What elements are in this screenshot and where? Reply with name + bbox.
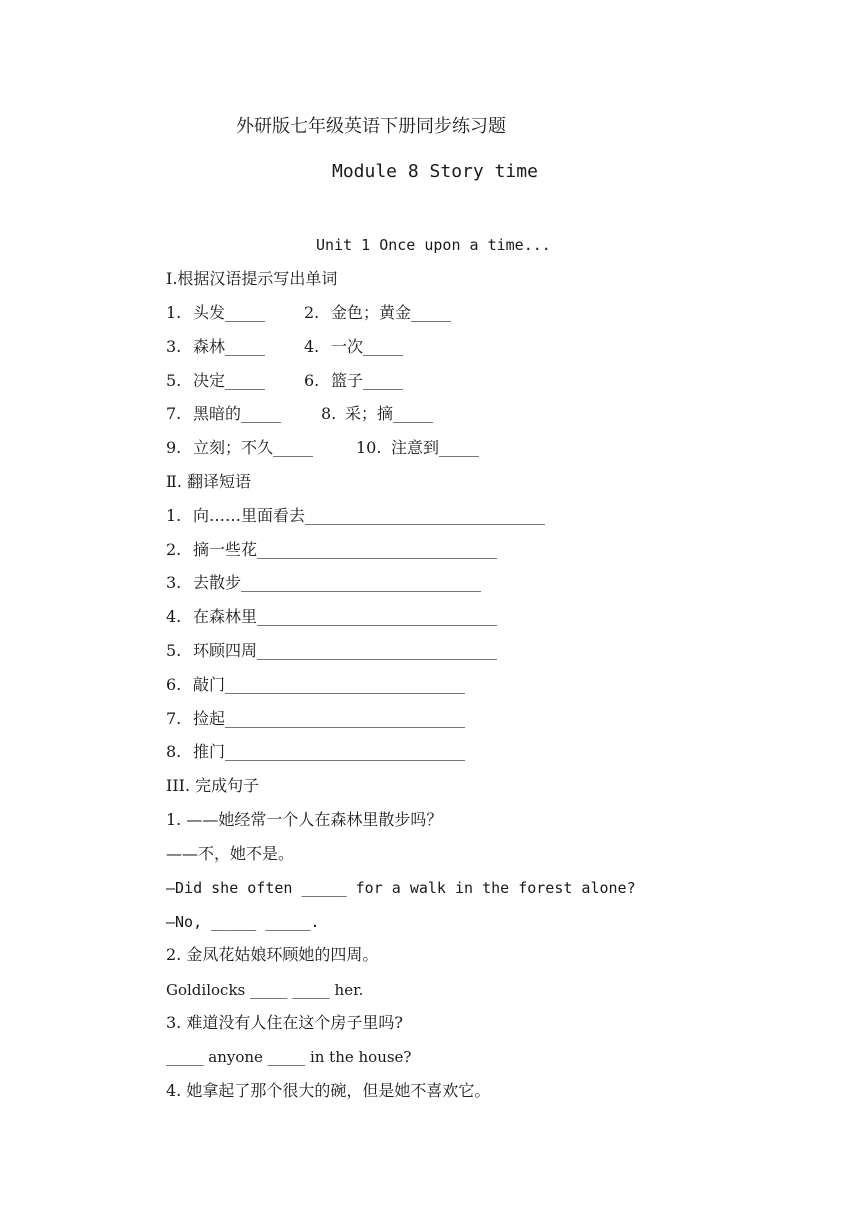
item-text: 向……里面看去______________________________ [193, 506, 546, 525]
item-text: 黑暗的_____ [193, 404, 282, 423]
item-number: 4. [304, 337, 320, 356]
phrase-item [166, 641, 497, 661]
vocab-item [321, 404, 433, 424]
vocab-item [166, 438, 313, 458]
item-text: 立刻；不久_____ [193, 438, 314, 457]
phrase-item [166, 675, 465, 695]
item-text: 篮子_____ [331, 371, 404, 390]
item-number: 2. [304, 303, 320, 322]
item-text: 在森林里______________________________ [193, 607, 498, 626]
sentence-line: 3. 难道没有人住在这个房子里吗? [166, 1013, 403, 1032]
item-number: 4. [166, 607, 182, 626]
module-title: Module 8 Story time [332, 161, 538, 182]
item-text: 采；摘_____ [345, 404, 434, 423]
item-number: 2. [166, 540, 182, 559]
worksheet-title: 外研版七年级英语下册同步练习题 [236, 116, 506, 137]
item-number: 6. [166, 675, 182, 694]
section1-heading: Ⅰ.根据汉语提示写出单词 [166, 269, 338, 288]
vocab-item [166, 303, 265, 323]
sentence-line: ——不，她不是。 [166, 844, 295, 863]
item-text: 去散步______________________________ [193, 573, 482, 592]
sentence-line: 1. ——她经常一个人在森林里散步吗？ [166, 810, 443, 829]
phrase-item [166, 607, 497, 627]
item-number: 3. [166, 573, 182, 592]
vocab-item [356, 438, 479, 458]
vocab-item [166, 404, 281, 424]
item-number: 1. [166, 303, 182, 322]
item-text: 环顾四周______________________________ [193, 641, 498, 660]
item-text: 金色；黄金_____ [331, 303, 452, 322]
sentence-line: —Did she often _____ for a walk in the forest alone? [166, 879, 636, 897]
item-text: 推门______________________________ [193, 742, 466, 761]
item-text: 摘一些花______________________________ [193, 540, 498, 559]
sentence-line: 4. 她拿起了那个很大的碗，但是她不喜欢它。 [166, 1081, 491, 1100]
item-number: 7. [166, 404, 182, 423]
item-number: 9. [166, 438, 182, 457]
section2-heading: Ⅱ. 翻译短语 [166, 472, 252, 491]
item-number: 7. [166, 709, 182, 728]
vocab-item [304, 303, 451, 323]
item-number: 1. [166, 506, 182, 525]
sentence-line: Goldilocks _____ _____ her. [166, 981, 364, 999]
item-text: 一次_____ [331, 337, 404, 356]
item-number: 8. [321, 404, 337, 423]
phrase-item [166, 742, 465, 762]
item-text: 敲门______________________________ [193, 675, 466, 694]
item-number: 8. [166, 742, 182, 761]
sentence-line: —No, _____ _____. [166, 913, 320, 931]
section3-heading: III. 完成句子 [166, 776, 260, 795]
phrase-item [166, 540, 497, 560]
unit-title: Unit 1 Once upon a time... [316, 236, 551, 254]
item-text: 决定_____ [193, 371, 266, 390]
vocab-item [166, 337, 265, 357]
item-number: 5. [166, 641, 182, 660]
vocab-item [166, 371, 265, 391]
item-text: 捡起______________________________ [193, 709, 466, 728]
phrase-item [166, 573, 481, 593]
phrase-item [166, 709, 465, 729]
item-number: 3. [166, 337, 182, 356]
item-text: 头发_____ [193, 303, 266, 322]
sentence-line: _____ anyone _____ in the house? [166, 1048, 412, 1066]
item-text: 森林_____ [193, 337, 266, 356]
item-number: 6. [304, 371, 320, 390]
sentence-line: 2. 金凤花姑娘环顾她的四周。 [166, 945, 379, 964]
item-number: 10. [356, 438, 382, 457]
item-text: 注意到_____ [391, 438, 480, 457]
vocab-item [304, 371, 403, 391]
vocab-item [304, 337, 403, 357]
phrase-item [166, 506, 545, 526]
item-number: 5. [166, 371, 182, 390]
